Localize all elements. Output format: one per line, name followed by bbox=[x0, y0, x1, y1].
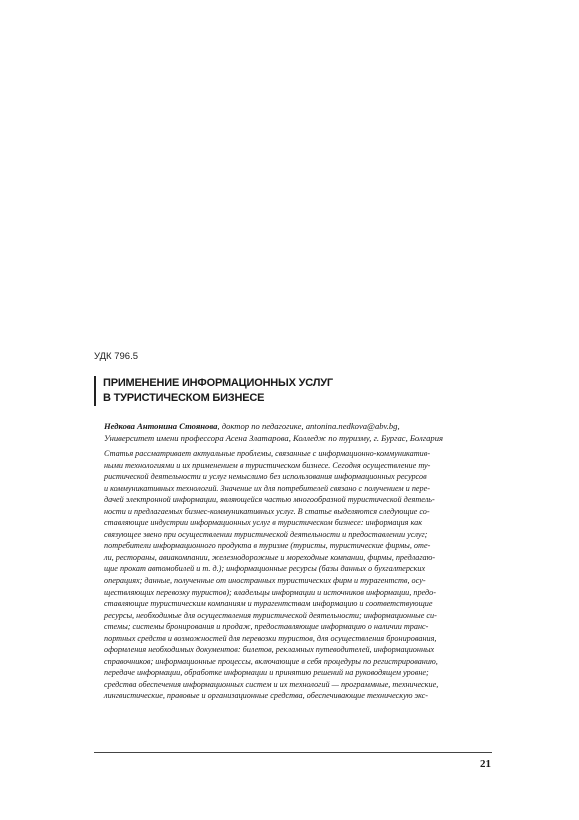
abstract-line: средства обеспечения информационных систем и их технологий — программные, технические, bbox=[104, 679, 439, 689]
abstract-line: потребители информационного продукта в туризме (туристы, туристические фирмы, оте- bbox=[104, 541, 431, 551]
abstract bbox=[104, 448, 490, 702]
author-affiliation: Университет имени профессора Асена Златарова, Колледж по туризму, г. Бургас, Болгария bbox=[104, 432, 443, 443]
abstract-line: справочников; информационные процессы, включающие в себя процедуры по регистрированию, bbox=[104, 656, 438, 666]
abstract-line: портных средств и возможностей для перевозки туристов, для осуществления бронирования, bbox=[104, 633, 437, 643]
abstract-line: щие прокат автомобилей и т. д.); информационные ресурсы (базы данных о бухгалтерских bbox=[104, 564, 426, 574]
title-line-1: ПРИМЕНЕНИЕ ИНФОРМАЦИОННЫХ УСЛУГ bbox=[103, 377, 333, 389]
abstract-line: оформления необходимых документов: билетов, рекламных путеводителей, информационных bbox=[104, 645, 435, 655]
abstract-line: ставляющие индустрии информационных услуг в туристическом бизнесе: информация как bbox=[104, 518, 423, 528]
abstract-line: ности и предлагаемых бизнес-коммуникативных услуг. В статье выделяются следующие со- bbox=[104, 506, 430, 516]
abstract-line: Статья рассматривает актуальные проблемы, связанные с информационно-коммуникатив- bbox=[104, 449, 431, 458]
abstract-line: ристической деятельности и услуг немыслимо без использования информационных ресурсов bbox=[104, 472, 427, 482]
abstract-line: ставляющие туристическим компаниям и турагентствам информацию и соответствующие bbox=[104, 599, 433, 609]
author-name: Недкова Антонина Стоянова bbox=[104, 421, 218, 431]
author-block bbox=[104, 421, 499, 444]
title-accent-bar bbox=[94, 376, 96, 406]
abstract-line: ными технологиями и их применением в туристическом бизнесе. Сегодня осуществление ту- bbox=[104, 460, 431, 470]
abstract-line: ществляющих перевозку туристов); владельцы информации и источников информации, предо- bbox=[104, 587, 436, 597]
abstract-line: операциях; данные, полученные от иностранных туристических фирм и турагентств, осу- bbox=[104, 576, 426, 586]
abstract-line: лингвистические, правовые и организационные средства, обеспечивающие техническую экс- bbox=[104, 691, 429, 701]
abstract-line: ли, рестораны, авиакомпании, железнодорожные и мореходные компании, фирмы, предлагаю- bbox=[104, 552, 436, 562]
udk-code: УДК 796.5 bbox=[94, 351, 138, 362]
abstract-line: передаче информации, обработке информации и принятию решений на руководящем уровне; bbox=[104, 668, 429, 678]
author-line bbox=[104, 421, 499, 433]
article-title bbox=[94, 376, 494, 406]
abstract-line: и коммуникативных технологий. Значение их для потребителей связано с получением и пере- bbox=[104, 483, 431, 493]
abstract-line: дачей электронной информации, являющейся частью многообразной туристической деятель- bbox=[104, 495, 435, 505]
author-details: , доктор по педагогике, antonina.nedkova@abv.bg, bbox=[217, 421, 400, 431]
footer-rule bbox=[94, 752, 492, 753]
abstract-line: ресурсы, необходимые для осуществления туристической деятельности; информационные си- bbox=[104, 610, 437, 620]
title-text bbox=[103, 376, 333, 406]
abstract-line: связующее звено при осуществлении туристической деятельности и предоставлении услуг; bbox=[104, 529, 428, 539]
title-line-2: В ТУРИСТИЧЕСКОМ БИЗНЕСЕ bbox=[103, 392, 265, 404]
page-number: 21 bbox=[480, 758, 491, 770]
abstract-line: стемы; системы бронирования и продаж, предоставляющие информацию о наличии транс- bbox=[104, 622, 429, 632]
